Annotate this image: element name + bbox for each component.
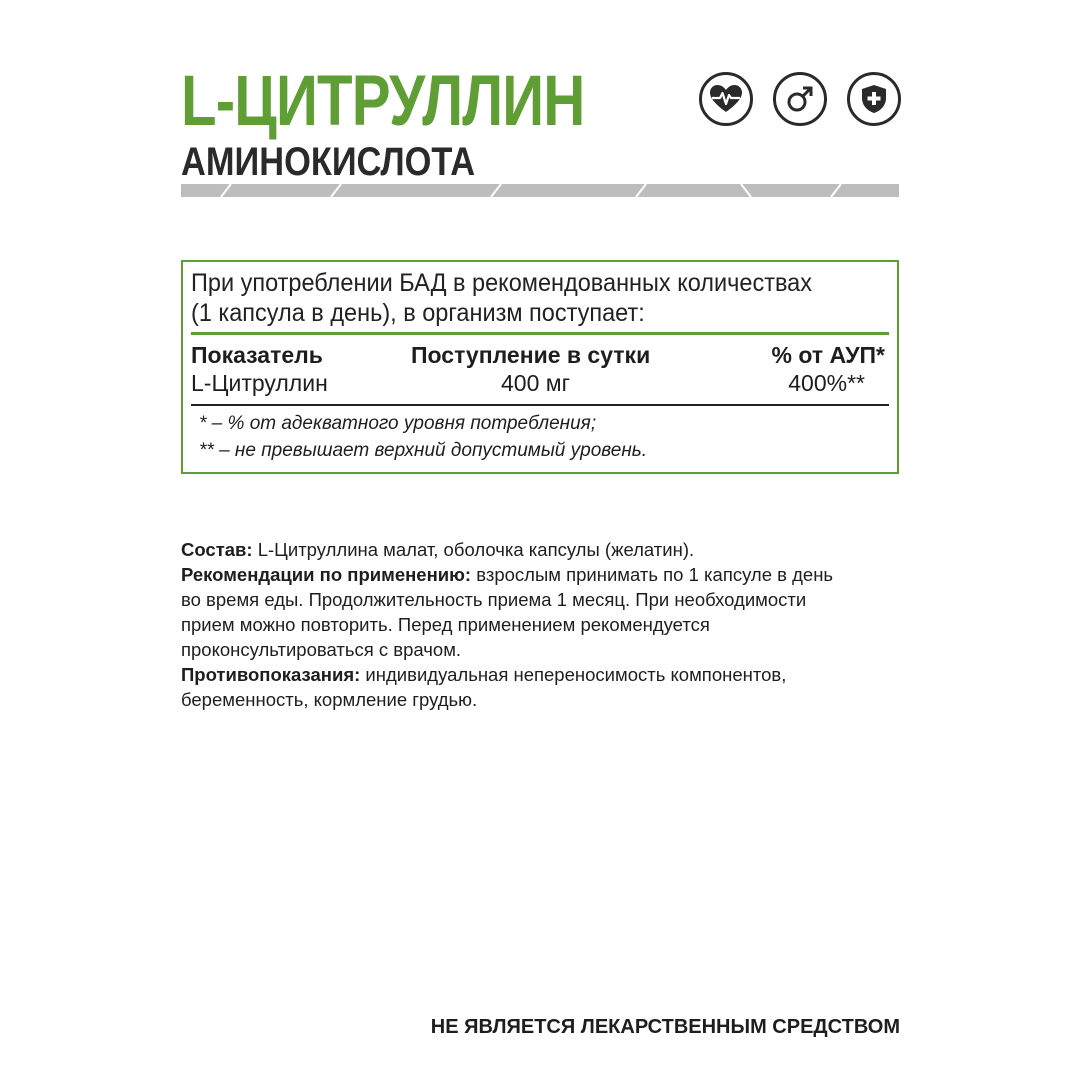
footnote-adequate-level: * – % от адекватного уровня потребления; <box>199 413 597 434</box>
intro-text: При употреблении БАД в рекомендованных количествах (1 капсула в день), в организм поступает: <box>191 269 813 327</box>
footnote-upper-limit: ** – не превышает верхний допустимый уровень. <box>199 440 648 461</box>
composition-label: Состав: <box>181 539 253 560</box>
shield-cross-icon <box>847 72 901 126</box>
male-symbol-icon <box>773 72 827 126</box>
usage-paragraph: Рекомендации по применению: взрослым принимать по 1 капсуле в день во время еды. Продолжительность приема 1 месяц. При необходимости прием можно повторить. Перед применением рекомендуется проконсультироваться с врачом. <box>181 564 834 660</box>
contraindications-paragraph: Противопоказания: индивидуальная непереносимость компонентов, беременность, кормление грудью. <box>181 664 787 710</box>
heart-pulse-icon <box>699 72 753 126</box>
product-details <box>181 537 901 712</box>
composition-paragraph: Состав: L-Цитруллина малат, оболочка капсулы (желатин). <box>181 539 695 560</box>
not-a-medicine-disclaimer: НЕ ЯВЛЯЕТСЯ ЛЕКАРСТВЕННЫМ СРЕДСТВОМ <box>430 1016 900 1038</box>
table-top-divider <box>191 332 889 335</box>
benefit-icons <box>699 72 901 126</box>
row-ingredient-amount: 400 мг <box>501 370 570 396</box>
product-subtitle: АМИНОКИСЛОТА <box>181 140 476 184</box>
column-header-percent: % от АУП* <box>771 342 885 368</box>
product-header <box>181 62 901 206</box>
column-header-indicator: Показатель <box>191 342 323 368</box>
column-header-daily-intake: Поступление в сутки <box>411 342 651 368</box>
usage-label: Рекомендации по применению: <box>181 564 472 585</box>
nutrition-info-box <box>181 260 899 474</box>
row-ingredient-name: L-Цитруллин <box>191 370 328 396</box>
contraindications-label: Противопоказания: <box>181 664 361 685</box>
table-bottom-divider <box>191 404 889 406</box>
decorative-stripe <box>181 184 899 197</box>
row-ingredient-percent: 400%** <box>788 370 865 396</box>
product-title: L-ЦИТРУЛЛИН <box>181 62 585 141</box>
